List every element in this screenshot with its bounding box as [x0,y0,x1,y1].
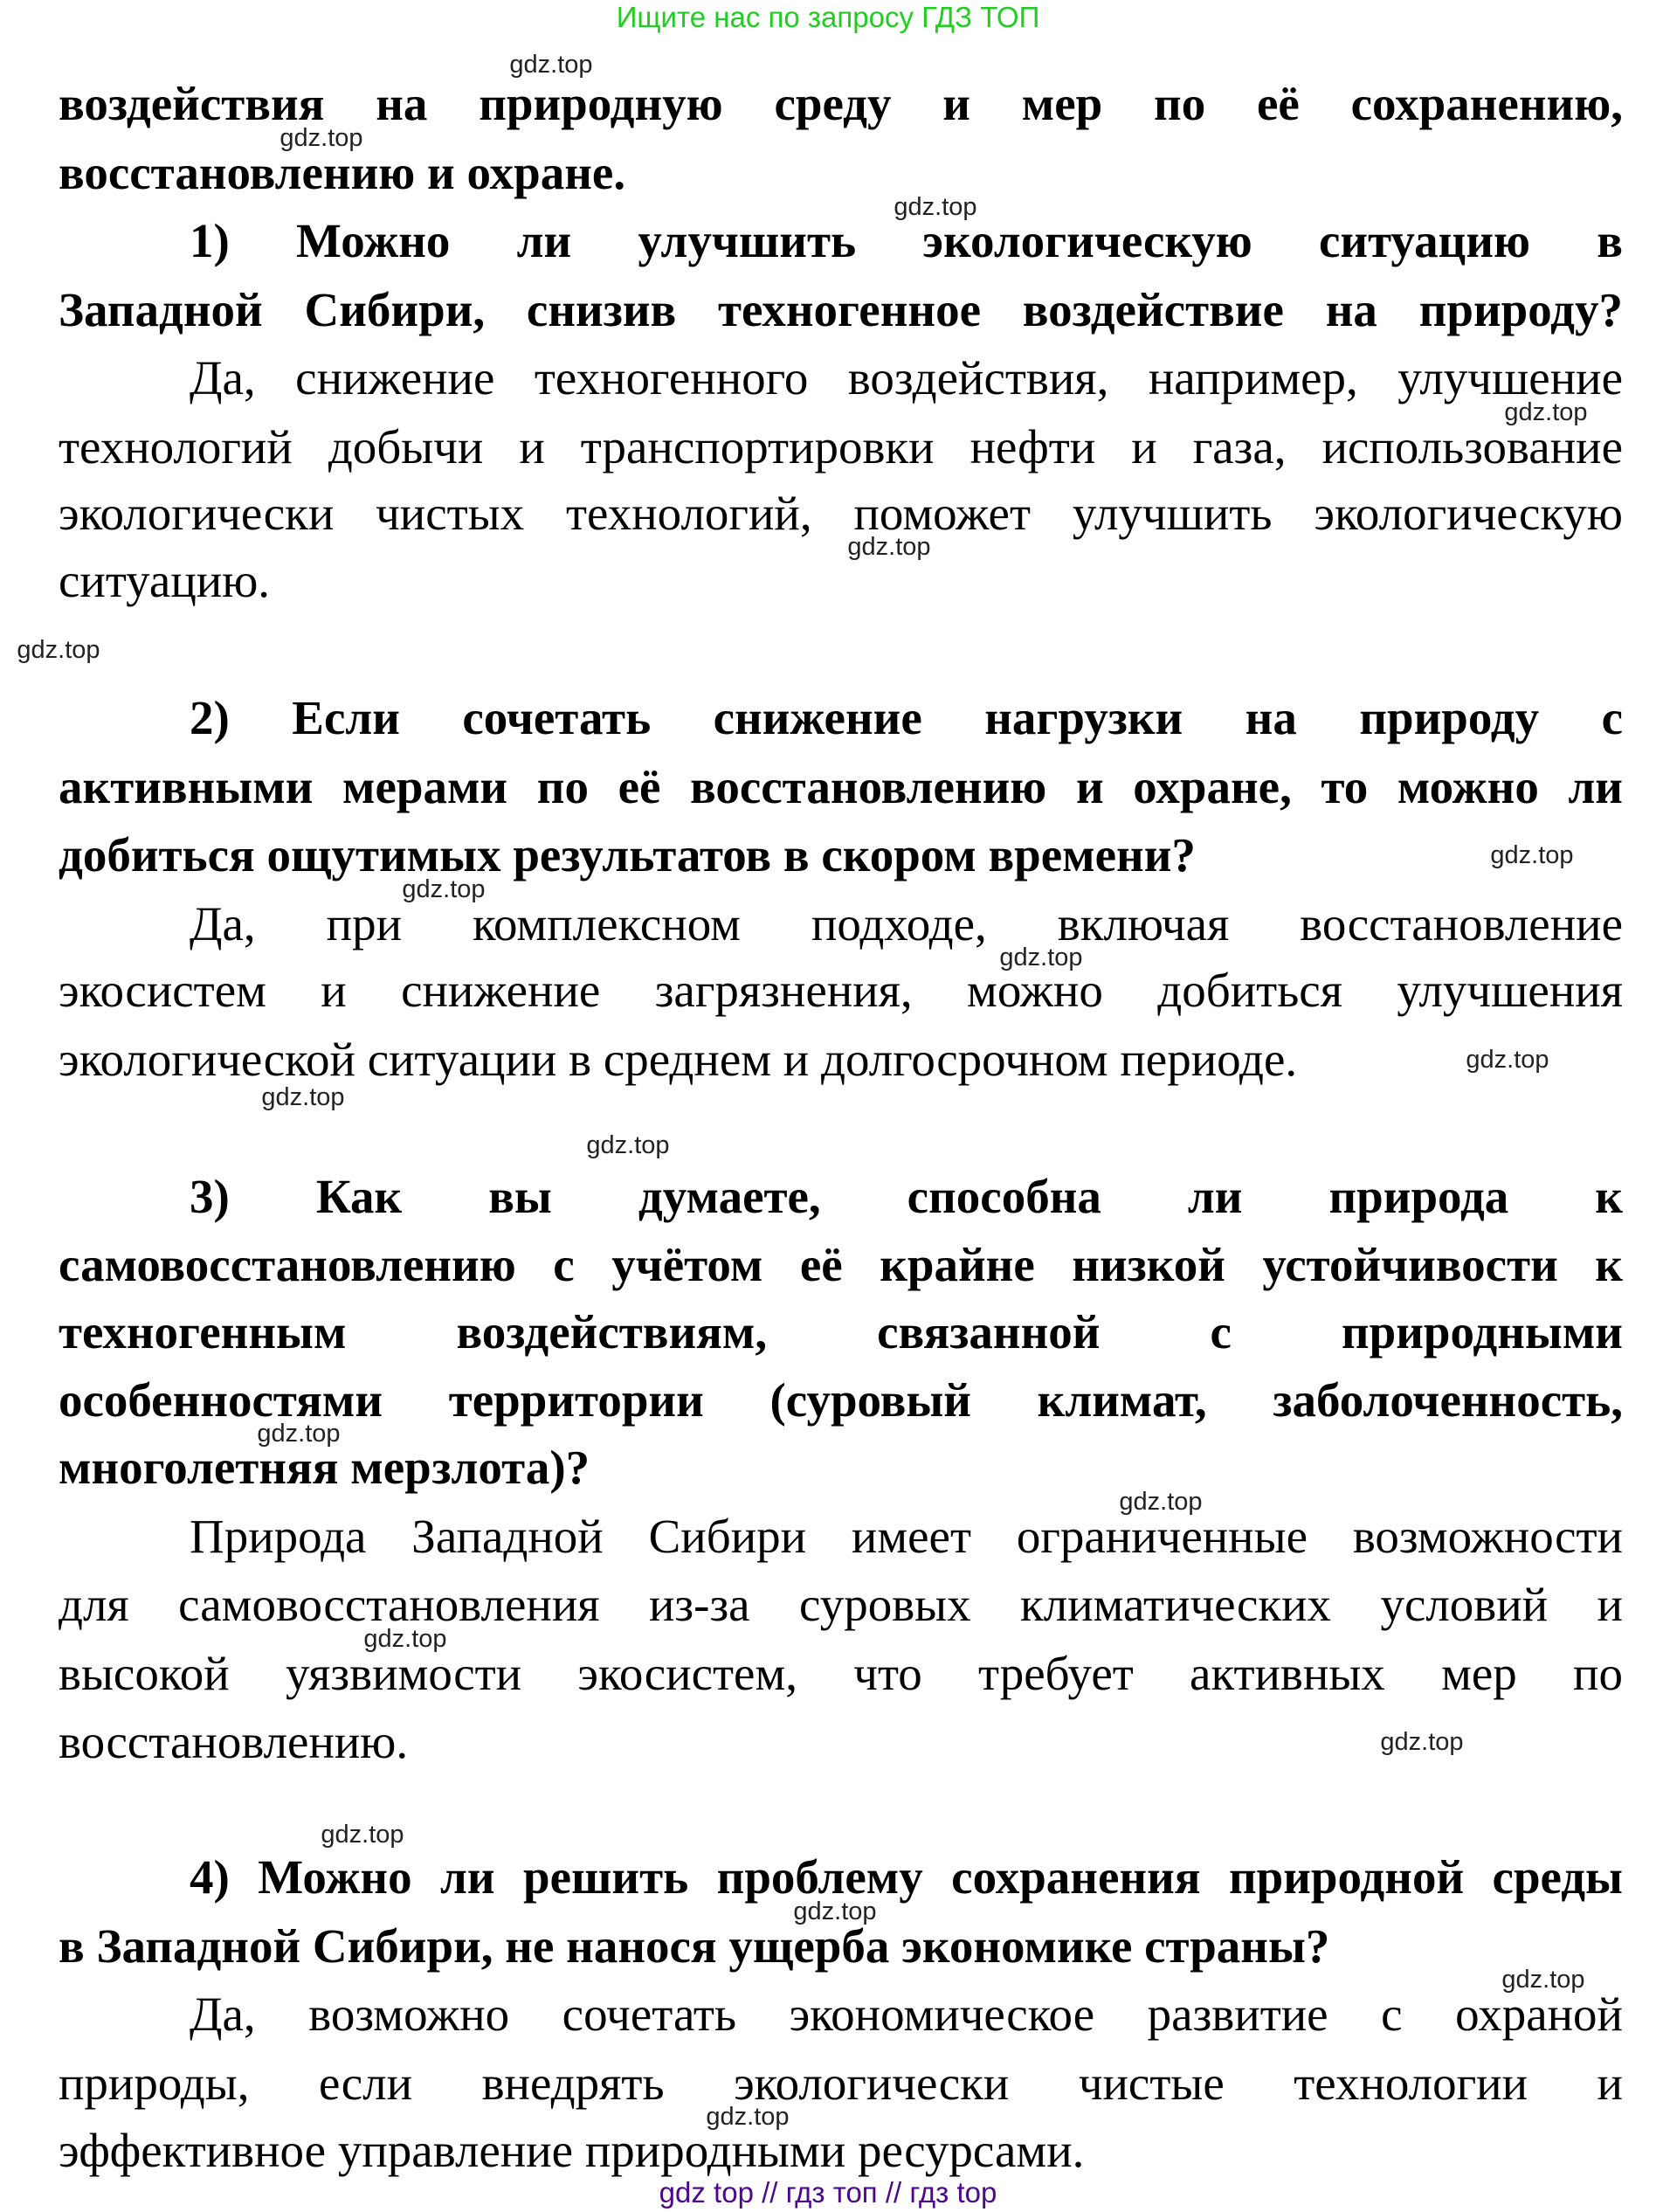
answer-text-line: технологий добычи и транспортировки нефти и газа, использование [59,420,1623,474]
question-text-line: техногенным воздействиям, связанной с природными [59,1305,1623,1358]
answer-text-line: восстановлению. [59,1715,409,1768]
watermark: gdz.top [1466,1046,1549,1074]
question-text-line: Западной Сибири, снизив техногенное воздействие на природу? [59,283,1623,336]
watermark: gdz.top [1490,841,1574,869]
question-text-line: восстановлению и охране. [59,146,626,199]
watermark: gdz.top [1504,398,1588,426]
answer-text-line: для самовосстановления из-за суровых климатических условий и [59,1578,1623,1631]
watermark: gdz.top [847,533,931,561]
answer-text-line: экосистем и снижение загрязнения, можно добиться улучшения [59,964,1623,1017]
question-text-line: самовосстановлению с учётом её крайне низкой устойчивости к [59,1238,1623,1291]
question-text-line: активными мерами по её восстановлению и охране, то можно ли [59,760,1623,813]
watermark: gdz.top [706,2103,790,2131]
watermark: gdz.top [279,124,363,152]
watermark: gdz.top [509,51,593,79]
search-banner: Ищите нас по запросу ГДЗ ТОП [616,1,1040,33]
watermark: gdz.top [402,875,486,903]
answer-text-line: ситуацию. [59,554,271,607]
watermark: gdz.top [1119,1488,1203,1516]
question-text-line: 1) Можно ли улучшить экологическую ситуацию в [190,214,1623,267]
question-text-line: 3) Как вы думаете, способна ли природа к [190,1170,1623,1223]
answer-text-line: экологической ситуации в среднем и долгосрочном периоде. [59,1033,1298,1086]
watermark: gdz.top [894,193,977,221]
watermark: gdz.top [586,1131,670,1159]
watermark: gdz.top [999,944,1083,971]
answer-text-line: высокой уязвимости экосистем, что требует активных мер по [59,1647,1623,1700]
watermark: gdz.top [363,1625,447,1653]
footer-watermark: gdz top // гдз топ // гдз top [659,2176,997,2209]
answer-text-line: природы, если внедрять экологически чистые технологии и [59,2056,1623,2110]
answer-text-line: Природа Западной Сибири имеет ограниченные возможности [190,1510,1623,1563]
watermark: gdz.top [257,1420,341,1448]
question-text-line: многолетняя мерзлота)? [59,1441,590,1494]
answer-text-line: эффективное управление природными ресурсами. [59,2124,1085,2177]
question-text-line: 4) Можно ли решить проблему сохранения природной среды [190,1850,1623,1904]
answer-text-line: Да, снижение техногенного воздействия, например, улучшение [190,351,1623,404]
answer-text-line: экологически чистых технологий, поможет улучшить экологическую [59,487,1623,540]
question-text-line: 2) Если сочетать снижение нагрузки на природу с [190,691,1623,744]
watermark: gdz.top [261,1083,345,1111]
watermark: gdz.top [1501,1966,1585,1994]
answer-text-line: Да, возможно сочетать экономическое развитие с охраной [190,1987,1623,2041]
watermark: gdz.top [1380,1728,1464,1756]
watermark: gdz.top [321,1821,404,1849]
answer-text-line: Да, при комплексном подходе, включая восстановление [190,897,1623,950]
watermark: gdz.top [17,636,100,664]
question-text-line: добиться ощутимых результатов в скором времени? [59,828,1196,881]
question-text-line: особенностями территории (суровый климат, заболоченность, [59,1373,1623,1427]
question-text-line: в Западной Сибири, не нанося ущерба экономике страны? [59,1919,1330,1973]
question-text-line: воздействия на природную среду и мер по её сохранению, [59,77,1623,130]
watermark: gdz.top [793,1897,877,1925]
